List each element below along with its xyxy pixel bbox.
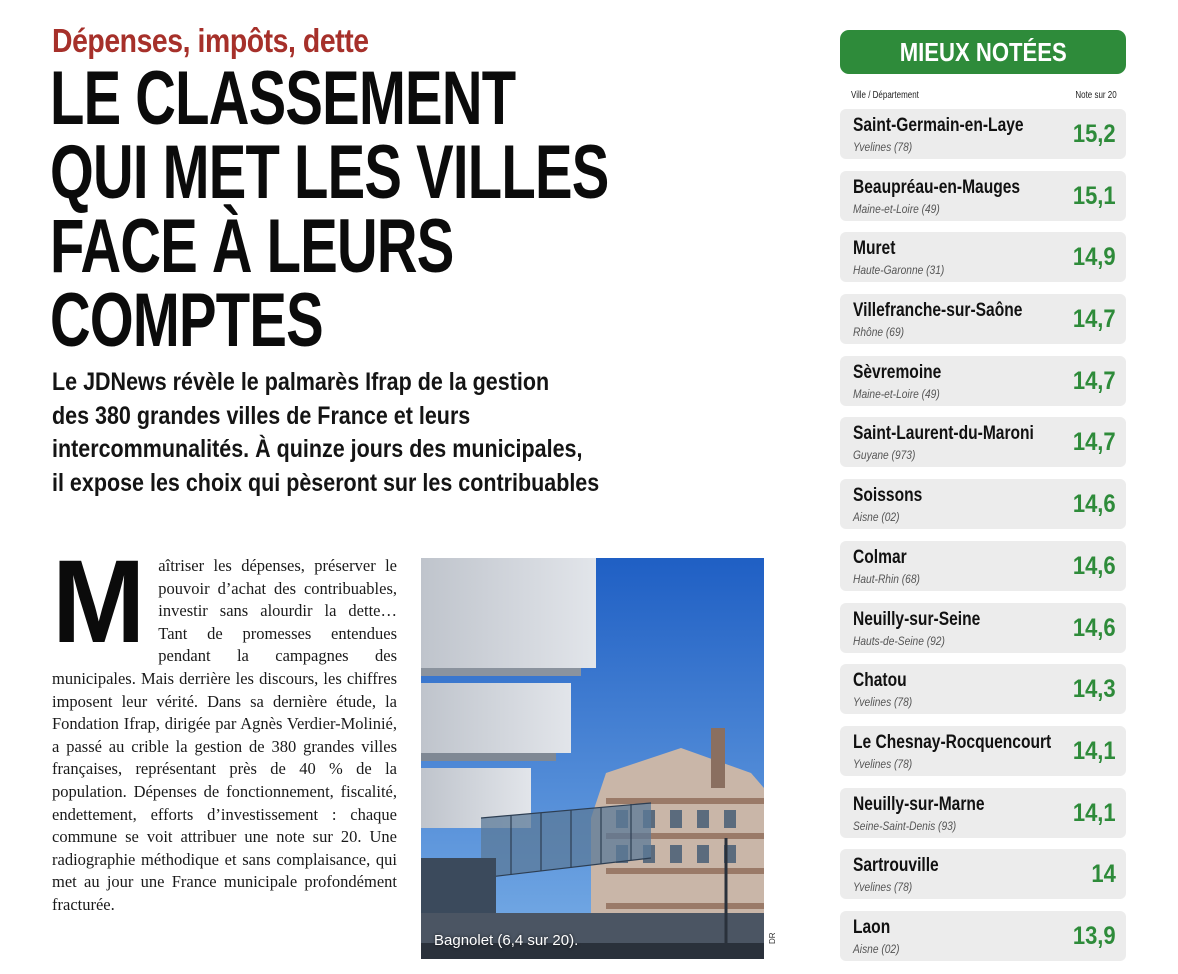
department: Guyane (973) — [853, 448, 916, 463]
department: Hauts-de-Seine (92) — [853, 633, 945, 648]
ranking-row — [840, 911, 1126, 961]
department: Maine-et-Loire (49) — [853, 386, 940, 401]
lede — [52, 366, 599, 500]
ranking-row — [840, 171, 1126, 221]
score: 13,9 — [1073, 921, 1116, 950]
score: 14,9 — [1073, 243, 1116, 272]
department: Seine-Saint-Denis (93) — [853, 818, 957, 833]
department: Aisne (02) — [853, 941, 900, 956]
headline-line: COMPTES — [50, 278, 323, 363]
ranking-row — [840, 479, 1126, 529]
score: 14,1 — [1073, 798, 1116, 827]
score: 15,1 — [1073, 181, 1116, 210]
city-name: Saint-Germain-en-Laye — [853, 115, 1024, 136]
score: 14,7 — [1073, 305, 1116, 334]
department: Yvelines (78) — [853, 695, 913, 710]
ranking-row — [840, 664, 1126, 714]
ranking-row — [840, 417, 1126, 467]
column-label-city: Ville / Département — [851, 90, 919, 101]
city-name: Beaupréau-en-Mauges — [853, 176, 1021, 198]
kicker: Dépenses, impôts, dette — [52, 22, 369, 59]
column-label-score: Note sur 20 — [1075, 90, 1117, 101]
headline-line: QUI MET LES VILLES — [50, 130, 609, 215]
city-name: Muret — [853, 238, 896, 260]
department: Haute-Garonne (31) — [853, 263, 945, 278]
headline — [50, 56, 609, 363]
ranking-row — [840, 232, 1126, 282]
drop-cap: M — [52, 536, 146, 668]
city-name: Laon — [853, 916, 891, 938]
bagnolet-photo-illustration — [421, 558, 764, 959]
city-name: Saint-Laurent-du-Maroni — [853, 423, 1034, 445]
article-photo — [421, 558, 764, 959]
ranking-header — [840, 30, 1126, 74]
city-name: Sèvremoine — [853, 361, 942, 383]
score: 14,7 — [1073, 428, 1116, 457]
score: 14,6 — [1073, 613, 1116, 642]
city-name: Soissons — [853, 485, 923, 507]
score: 15,2 — [1073, 120, 1116, 148]
ranking-row — [840, 849, 1126, 899]
headline-line: LE CLASSEMENT — [50, 56, 516, 141]
lede-line: intercommunalités. À quinze jours des municipales, — [52, 435, 583, 463]
ranking-row — [840, 356, 1126, 406]
body-paragraph: aîtriser les dépenses, préserver le pouvoir d’achat des contribuables, investir sans alourdir la dette… Tant de promesses entendues pendant la campagnes des municipales. Mais derrière les discours, les chiffres imposent leur vérité. Dans sa dernière étude, la Fondation Ifrap, dirigée par Agnès Verdier-Molinié, a passé au crible la gestion de 380 grandes villes françaises, représentant près de 40 % de la population. Dépenses de fonctionnement, fiscalité, endettement, efforts d’investissement : chaque commune se voit attribuer une note sur 20. Une radiographie méthodique et sans complaisance, qui met au jour une France municipale profondément fracturée. — [52, 556, 397, 914]
headline-line: FACE À LEURS — [50, 204, 454, 289]
department: Rhône (69) — [853, 325, 905, 340]
lede-line: des 380 grandes villes de France et leurs — [52, 401, 471, 430]
ranking-row — [840, 726, 1126, 776]
department: Aisne (02) — [853, 510, 900, 525]
ranking-row — [840, 788, 1126, 838]
score: 14,7 — [1073, 366, 1116, 395]
city-name: Sartrouville — [853, 855, 939, 877]
department: Yvelines (78) — [853, 140, 913, 154]
ranking-title: MIEUX NOTÉES — [899, 36, 1067, 67]
city-name: Le Chesnay-Rocquencourt — [853, 731, 1052, 753]
department: Yvelines (78) — [853, 880, 913, 895]
score: 14,1 — [1073, 736, 1116, 765]
score: 14,6 — [1073, 551, 1116, 580]
department: Yvelines (78) — [853, 756, 913, 771]
department: Haut-Rhin (68) — [853, 571, 920, 586]
article-body — [52, 536, 397, 917]
photo-credit: DR — [768, 932, 777, 944]
ranking-row — [840, 541, 1126, 591]
lede-line: il expose les choix qui pèseront sur les contribuables — [52, 468, 600, 497]
ranking-row — [840, 603, 1126, 653]
score: 14 — [1091, 860, 1116, 889]
photo-caption: Bagnolet (6,4 sur 20). — [434, 932, 579, 949]
city-name: Neuilly-sur-Marne — [853, 793, 985, 815]
city-name: Villefranche-sur-Saône — [853, 300, 1023, 322]
ranking-row — [840, 294, 1126, 344]
city-name: Colmar — [853, 546, 907, 568]
department: Maine-et-Loire (49) — [853, 201, 940, 216]
ranking-list — [840, 109, 1126, 973]
city-name: Chatou — [853, 670, 907, 692]
score: 14,3 — [1073, 675, 1116, 704]
city-name: Neuilly-sur-Seine — [853, 608, 981, 630]
score: 14,6 — [1073, 490, 1116, 519]
lede-line: Le JDNews révèle le palmarès Ifrap de la gestion — [52, 368, 550, 396]
ranking-row — [840, 109, 1126, 159]
